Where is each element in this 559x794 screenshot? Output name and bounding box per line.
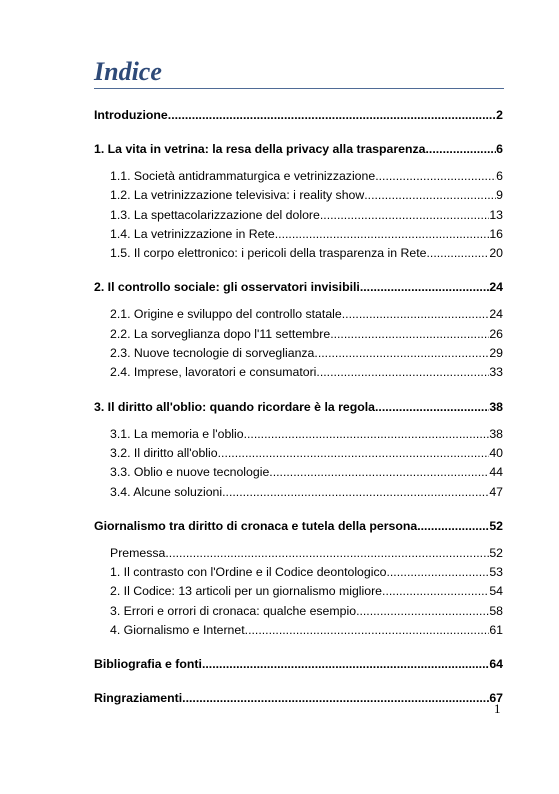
toc-entry-label: 3.3. Oblio e nuove tecnologie (110, 465, 270, 480)
toc-entry-page: 16 (489, 226, 503, 241)
toc-dot-leader (330, 325, 489, 344)
toc-chapter-entry[interactable] (94, 277, 503, 297)
toc-dot-leader (386, 563, 489, 582)
toc-section-entry[interactable] (94, 425, 503, 444)
toc-entry-page: 38 (489, 399, 503, 414)
toc-section-entry[interactable] (94, 225, 503, 244)
toc-entry-page: 52 (489, 518, 503, 533)
toc-entry-page: 24 (489, 280, 503, 295)
toc-entry-page: 2 (496, 108, 503, 122)
toc-dot-leader (275, 225, 490, 244)
toc-dot-leader (314, 344, 489, 363)
toc-entry-page: 44 (489, 465, 503, 480)
toc-dot-leader (269, 463, 489, 482)
toc-entry-label: 3.2. Il diritto all'oblio (110, 445, 218, 460)
toc-section-entry[interactable] (94, 563, 503, 582)
toc-entry-label: 2. Il Codice: 13 articoli per un giornalismo migliore (110, 584, 383, 599)
toc-entry-page: 53 (489, 565, 503, 580)
toc-entry-label: 1.1. Società antidrammaturgica e vetrinizzazione (110, 169, 376, 183)
toc-entry-page: 6 (496, 169, 503, 183)
toc-entry-page: 26 (489, 326, 503, 341)
toc-dot-leader (356, 602, 489, 621)
toc-dot-leader (222, 483, 489, 502)
toc-entry-page: 24 (489, 307, 503, 322)
toc-entry-page: 33 (489, 365, 503, 380)
toc-section-entry[interactable] (94, 305, 503, 324)
toc-dot-leader (375, 397, 489, 417)
toc-entry-page: 61 (489, 623, 503, 638)
toc-dot-leader (426, 139, 497, 159)
toc-entry-label: 1.5. Il corpo elettronico: i pericoli della trasparenza in Rete (110, 246, 427, 261)
toc-entry-label: Giornalismo tra diritto di cronaca e tutela della persona (94, 518, 418, 533)
toc-entry-page: 47 (489, 484, 503, 499)
toc-entry-label: 3.4. Alcune soluzioni (110, 484, 223, 499)
toc-section-entry[interactable] (94, 582, 503, 601)
toc-dot-leader (245, 621, 490, 640)
toc-section-entry[interactable] (94, 544, 503, 563)
toc-entry-page: 13 (489, 207, 503, 222)
toc-entry-label: 2. Il controllo sociale: gli osservatori invisibili (94, 280, 360, 295)
page-title: Indice (94, 57, 162, 86)
toc-chapter-entry[interactable] (94, 516, 503, 536)
toc-dot-leader (168, 105, 496, 125)
toc-chapter-entry[interactable] (94, 139, 503, 159)
toc-entry-page: 20 (489, 246, 503, 261)
toc-chapter-entry[interactable] (94, 654, 503, 674)
toc-dot-leader (342, 305, 490, 324)
toc-entry-page: 64 (489, 657, 503, 672)
toc-section-entry[interactable] (94, 621, 503, 640)
toc-dot-leader (316, 363, 489, 382)
toc-entry-label: 3. Errori e orrori di cronaca: qualche esempio (110, 603, 357, 618)
toc-dot-leader (364, 186, 496, 205)
toc-entry-label: Introduzione (94, 108, 168, 122)
toc-entry-page: 38 (489, 426, 503, 441)
toc-entry-label: Bibliografia e fonti (94, 657, 202, 672)
toc-entry-label: 1. Il contrasto con l'Ordine e il Codice deontologico (110, 565, 387, 580)
toc-dot-leader (182, 688, 489, 708)
toc-chapter-entry[interactable] (94, 397, 503, 417)
toc-entry-page: 6 (496, 142, 503, 156)
title-underline (94, 88, 504, 89)
toc-entry-label: Premessa (110, 545, 166, 560)
toc-section-entry[interactable] (94, 483, 503, 502)
toc-dot-leader (320, 206, 489, 225)
toc-section-entry[interactable] (94, 363, 503, 382)
toc-section-entry[interactable] (94, 444, 503, 463)
toc-dot-leader (382, 582, 489, 601)
toc-entry-label: 3. Il diritto all'oblio: quando ricordare è la regola (94, 399, 376, 414)
toc-entry-page: 67 (489, 691, 503, 706)
toc-entry-label: 1. La vita in vetrina: la resa della privacy alla trasparenza (94, 142, 426, 156)
toc-section-entry[interactable] (94, 344, 503, 363)
toc-dot-leader (426, 244, 489, 263)
toc-dot-leader (244, 425, 490, 444)
toc-entry-page: 40 (489, 445, 503, 460)
toc-entry-label: 2.4. Imprese, lavoratori e consumatori (110, 365, 317, 380)
toc-section-entry[interactable] (94, 602, 503, 621)
toc-section-entry[interactable] (94, 244, 503, 263)
toc-entry-label: 1.3. La spettacolarizzazione del dolore (110, 207, 320, 222)
toc-entry-label: 1.2. La vetrinizzazione televisiva: i reality show (110, 188, 365, 203)
toc-dot-leader (218, 444, 490, 463)
toc-section-entry[interactable] (94, 463, 503, 482)
toc-entry-label: 2.1. Origine e sviluppo del controllo statale (110, 307, 342, 322)
toc-entry-label: 2.2. La sorveglianza dopo l'11 settembre (110, 326, 331, 341)
table-of-contents (94, 105, 503, 708)
toc-section-entry[interactable] (94, 325, 503, 344)
toc-dot-leader (417, 516, 489, 536)
toc-chapter-entry[interactable] (94, 105, 503, 125)
toc-chapter-entry[interactable] (94, 688, 503, 708)
toc-entry-label: 1.4. La vetrinizzazione in Rete (110, 226, 275, 241)
toc-entry-label: 3.1. La memoria e l'oblio (110, 426, 244, 441)
toc-section-entry[interactable] (94, 167, 503, 186)
toc-dot-leader (202, 654, 489, 674)
toc-entry-page: 52 (489, 545, 503, 560)
toc-entry-page: 29 (489, 346, 503, 361)
toc-dot-leader (360, 277, 489, 297)
toc-entry-page: 9 (496, 188, 503, 203)
page-number: 1 (494, 701, 501, 716)
toc-entry-label: 2.3. Nuove tecnologie di sorveglianza (110, 346, 315, 361)
toc-dot-leader (375, 167, 496, 186)
toc-dot-leader (165, 544, 489, 563)
toc-entry-label: Ringraziamenti (94, 691, 183, 706)
toc-entry-page: 54 (489, 584, 503, 599)
toc-entry-page: 58 (489, 603, 503, 618)
toc-section-entry[interactable] (94, 206, 503, 225)
toc-section-entry[interactable] (94, 186, 503, 205)
toc-entry-label: 4. Giornalismo e Internet (110, 623, 245, 638)
